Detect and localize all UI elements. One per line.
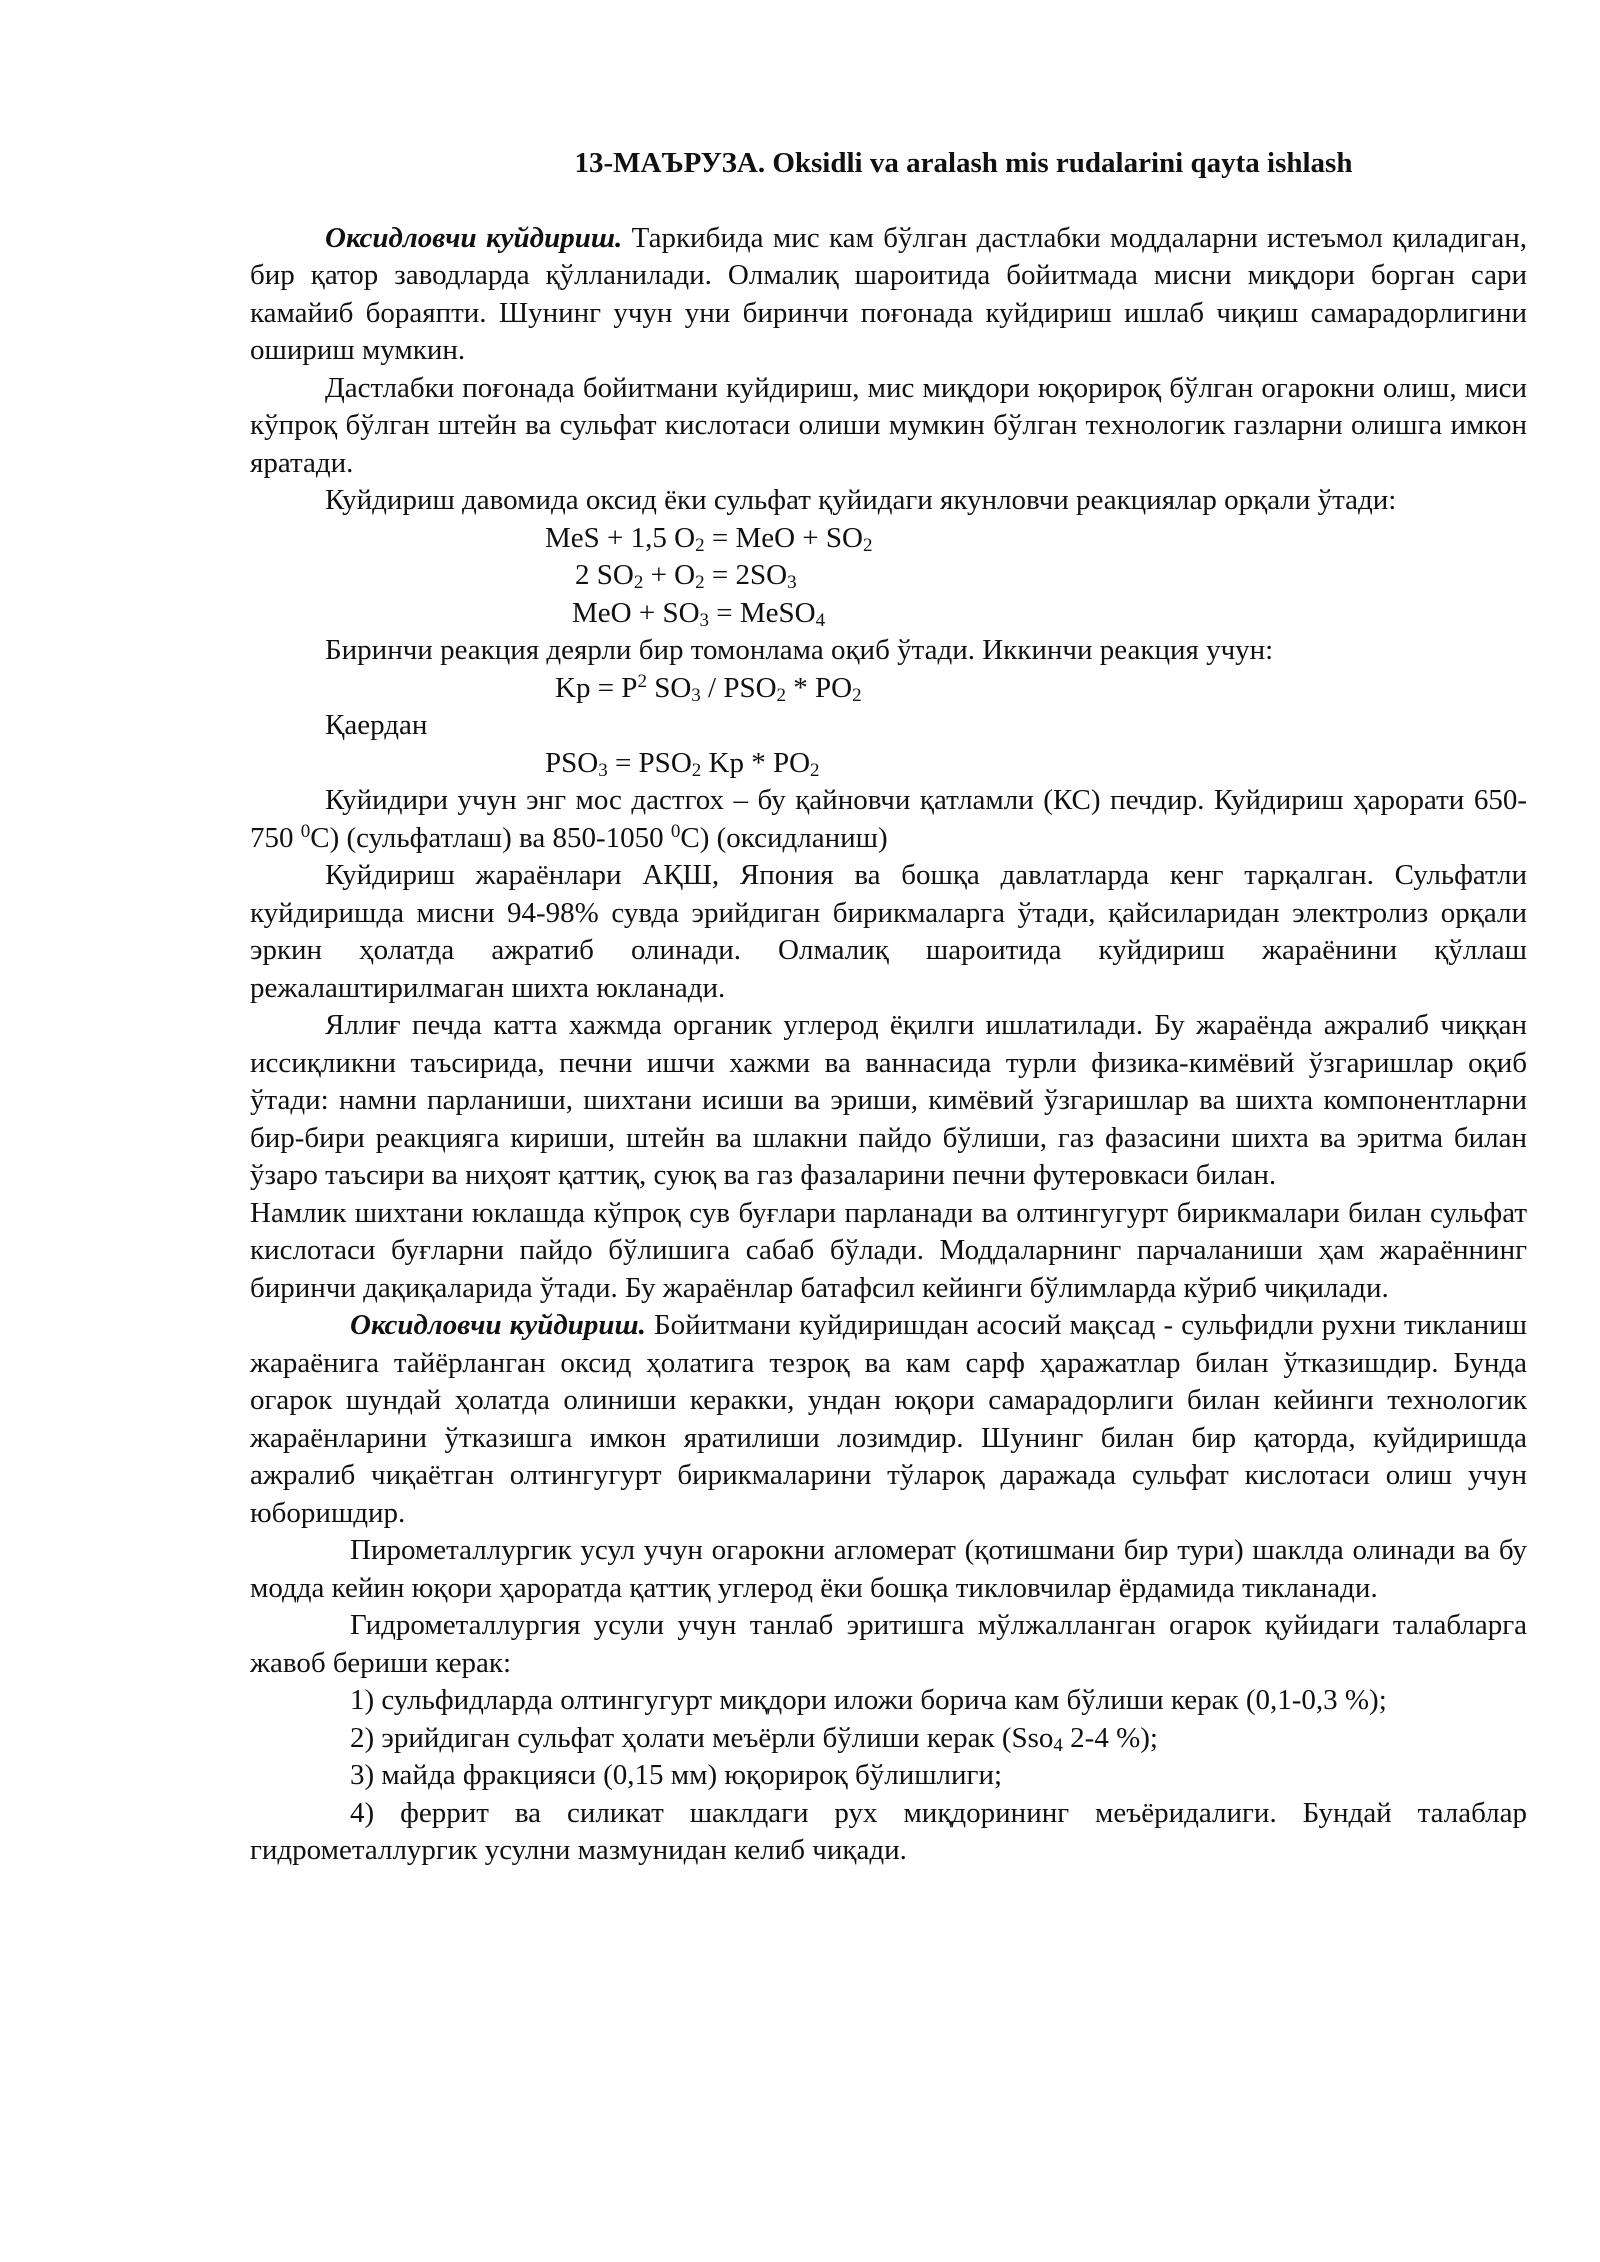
list-item-2: 2) эрийдиган сульфат ҳолати меъёрли бўлиши керак (Sso$_4$ 2-4 %); bbox=[350, 1721, 1158, 1756]
paragraph-10-heading: Оксидловчи куйдириш. bbox=[350, 1309, 646, 1341]
paragraph-11: Пирометаллургик усул учун огарокни агломерат (қотишмани бир тури) шаклда олинади ва бу модда кейин юқори ҳароратда қаттиқ углерод ёки бошқа тикловчилар ёрдамида тикланади. bbox=[250, 1534, 1527, 1604]
paragraph-12: Гидрометаллургия усули учун танлаб эритишга мўлжалланган огарок қуйидаги талабларга жавоб бериши керак: bbox=[250, 1609, 1527, 1679]
paragraph-6: Куйидири учун энг мос дастгох – бу қайновчи қатламли (КС) печдир. Куйдириш ҳарорати 650-750 $^0$С) (сульфатлаш) ва 850-1050 $^0$С) (оксидланиш) bbox=[250, 784, 1527, 854]
pso3-formula: $PSO_3 = PSO_2$ Kp * $PO_2$ bbox=[545, 746, 820, 781]
paragraph-5: Қаердан bbox=[325, 709, 428, 741]
document-page bbox=[250, 145, 1527, 1870]
list-item-3: 3) майда фракцияси (0,15 мм) юқорироқ бўлишлиги; bbox=[350, 1759, 1003, 1791]
paragraph-10-text: Бойитмани куйдиришдан асосий мақсад - сульфидли рухни тикланиш жараёнига тайёрланган оксид ҳолатига тезроқ ва кам сарф ҳаражатлар билан ўтказишдир. Бунда огарок шундай ҳолатда олиниши керакки, ундан юқори самарадорлиги билан кейинги технологик жараёнларини ўтказишга имкон яратилиши лозимдир. Шунинг билан бир қаторда, куйдиришда ажралиб чиқаётган олтингугурт бирикмаларини тўлароқ даражада сульфат кислотаси олиш учун юборишдир. bbox=[250, 1309, 1527, 1529]
paragraph-3: Куйдириш давомида оксид ёки сульфат қуйидаги якунловчи реакциялар орқали ўтади: bbox=[325, 484, 1397, 516]
paragraph-7: Куйдириш жараёнлари АҚШ, Япония ва бошқа давлатларда кенг тарқалган. Сульфатли куйдиришда мисни 94-98% сувда эрийдиган бирикмаларга ўтади, қайсиларидан электролиз орқали эркин ҳолатда ажратиб олинади. Олмалиқ шароитида куйдириш жараёнини қўллаш режалаштирилмаган шихта юкланади. bbox=[250, 859, 1527, 1004]
paragraph-10 bbox=[250, 1307, 1527, 1532]
reaction-3: MeO + $SO_3$ = MeSO$_4$ bbox=[572, 596, 826, 631]
reaction-2: 2 $SO_2 + O_2 = 2SO_3$ bbox=[575, 559, 797, 593]
reaction-1: MeS + 1,5 $O_2$ = MeO + $SO_2$ bbox=[545, 521, 873, 556]
equilibrium-constant-formula: $Kp = P^2$ $SO_3 / PSO_2 * PO_2$ bbox=[555, 670, 862, 706]
page-title: 13-МАЪРУЗА. Oksidli va aralash mis rudalarini qayta ishlash bbox=[574, 147, 1353, 179]
list-item-4: 4) феррит ва силикат шаклдаги рух миқдорининг меъёридалиги. Бундай талаблар гидрометаллургик усулни мазмунидан келиб чиқади. bbox=[250, 1796, 1527, 1866]
paragraph-2: Дастлабки поғонада бойитмани куйдириш, мис миқдори юқорироқ бўлган огарокни олиш, миси кўпроқ бўлган штейн ва сульфат кислотаси олиши мумкин бўлган технологик газларни олишга имкон яратади. bbox=[250, 371, 1527, 479]
paragraph-1-heading: Оксидловчи куйдириш. bbox=[325, 221, 623, 254]
paragraph-4: Биринчи реакция деярли бир томонлама оқиб ўтади. Иккинчи реакция учун: bbox=[325, 634, 1274, 666]
paragraph-1 bbox=[250, 220, 1527, 370]
list-item-1: 1) сульфидларда олтингугурт миқдори иложи борича кам бўлиши керак (0,1-0,3 %); bbox=[350, 1684, 1387, 1716]
paragraph-1-text: Таркибида мис кам бўлган дастлабки моддаларни истеъмол қиладиган, бир қатор заводларда қўлланилади. Олмалиқ шароитида бойитмада мисни миқдори борган сари камайиб бораяпти. Шунинг учун уни биринчи поғонада куйдириш ишлаб чиқиш самарадорлигини ошириш мумкин. bbox=[250, 221, 1527, 366]
paragraph-9: Намлик шихтани юклашда кўпроқ сув буғлари парланади ва олтингугурт бирикмалари билан сульфат кислотаси буғларни пайдо бўлишига сабаб бўлади. Моддаларнинг парчаланиши ҳам жараённинг биринчи дақиқаларида ўтади. Бу жараёнлар батафсил кейинги бўлимларда кўриб чиқилади. bbox=[250, 1196, 1527, 1304]
paragraph-8: Яллиғ печда катта хажмда органик углерод ёқилги ишлатилади. Бу жараёнда ажралиб чиққан иссиқликни таъсирида, печни ишчи хажми ва ваннасида турли физика-кимёвий ўзгаришлар оқиб ўтади: намни парланиши, шихтани исиши ва эриши, кимёвий ўзгаришлар ва шихта компонентларни бир-бири реакцияга кириши, штейн ва шлакни пайдо бўлиши, газ фазасини шихта ва эритма билан ўзаро таъсири ва ниҳоят қаттиқ, суюқ ва газ фазаларини печни футеровкаси билан. bbox=[250, 1009, 1527, 1191]
